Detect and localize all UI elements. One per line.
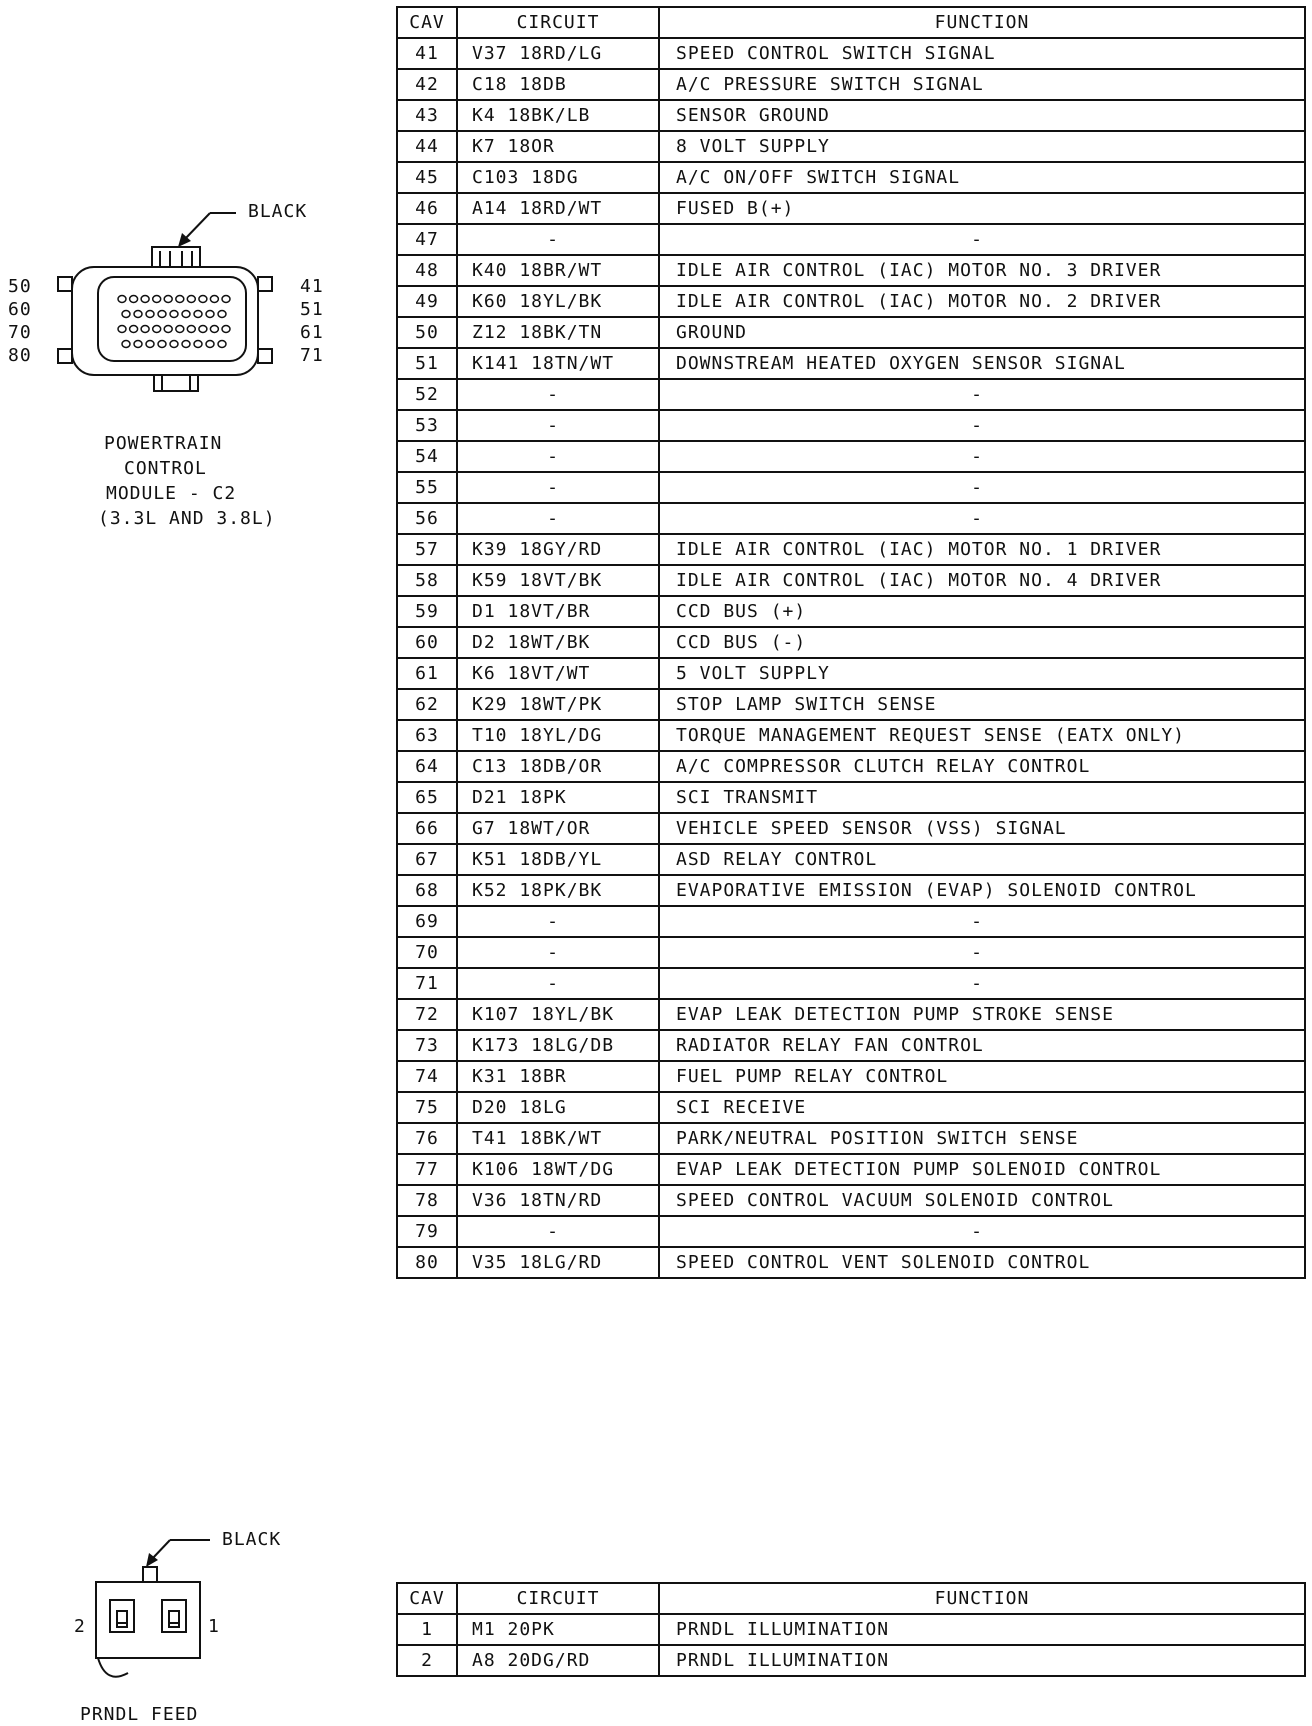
pin-cavity [206,341,214,348]
function-cell: PARK/NEUTRAL POSITION SWITCH SENSE [659,1123,1305,1154]
cav-cell: 47 [397,224,457,255]
cav-cell: 77 [397,1154,457,1185]
function-cell: - [659,410,1305,441]
function-cell: SENSOR GROUND [659,100,1305,131]
table-row [397,1247,1305,1278]
pin-label-right: 41 [300,276,324,297]
cav-cell: 64 [397,751,457,782]
cav-header: CAV [397,7,457,38]
cav-cell: 43 [397,100,457,131]
cav-cell: 67 [397,844,457,875]
function-cell: SPEED CONTROL VACUUM SOLENOID CONTROL [659,1185,1305,1216]
function-cell: SPEED CONTROL VENT SOLENOID CONTROL [659,1247,1305,1278]
function-cell: EVAPORATIVE EMISSION (EVAP) SOLENOID CONTROL [659,875,1305,906]
function-cell: - [659,906,1305,937]
function-cell: A/C ON/OFF SWITCH SIGNAL [659,162,1305,193]
pin-cavity [153,326,161,333]
table-row [397,906,1305,937]
circuit-cell: A8 20DG/RD [457,1645,659,1676]
table-row [397,379,1305,410]
table-row [397,255,1305,286]
circuit-cell: D1 18VT/BR [457,596,659,627]
cav-cell: 49 [397,286,457,317]
pin-cavity [170,341,178,348]
table-row [397,286,1305,317]
cav-cell: 44 [397,131,457,162]
pcm-c2-title-line: POWERTRAIN [104,433,223,454]
table-row [397,1614,1305,1645]
pin-cavity [146,311,154,318]
circuit-cell: K39 18GY/RD [457,534,659,565]
pin-cavity [222,326,230,333]
function-cell: RADIATOR RELAY FAN CONTROL [659,1030,1305,1061]
pin-cavity [164,326,172,333]
table-header-row [397,1583,1305,1614]
pin-cavity [187,296,195,303]
cav-cell: 56 [397,503,457,534]
function-cell: EVAP LEAK DETECTION PUMP SOLENOID CONTROL [659,1154,1305,1185]
table-row [397,844,1305,875]
cav-cell: 53 [397,410,457,441]
function-header: FUNCTION [659,7,1305,38]
circuit-cell: K141 18TN/WT [457,348,659,379]
function-cell: CCD BUS (-) [659,627,1305,658]
function-cell: - [659,503,1305,534]
circuit-cell: - [457,224,659,255]
function-cell: - [659,968,1305,999]
cav-cell: 55 [397,472,457,503]
function-cell: ASD RELAY CONTROL [659,844,1305,875]
cav-header: CAV [397,1583,457,1614]
cav-cell: 61 [397,658,457,689]
prndl-feed-pinout-table [396,1582,1306,1677]
function-cell: SCI RECEIVE [659,1092,1305,1123]
table-row [397,38,1305,69]
circuit-cell: V35 18LG/RD [457,1247,659,1278]
cav-cell: 58 [397,565,457,596]
circuit-cell: C18 18DB [457,69,659,100]
pin-cavity [194,341,202,348]
pin-cavity [122,341,130,348]
pin-cavity [134,341,142,348]
function-cell: EVAP LEAK DETECTION PUMP STROKE SENSE [659,999,1305,1030]
pin-cavity [176,296,184,303]
table-row [397,100,1305,131]
pin-cavity [218,341,226,348]
table-row [397,565,1305,596]
table-row [397,131,1305,162]
table-header-row [397,7,1305,38]
cav-cell: 50 [397,317,457,348]
table-row [397,751,1305,782]
pin-cavity [182,311,190,318]
circuit-cell: C13 18DB/OR [457,751,659,782]
table-row [397,813,1305,844]
pin-label-left: 80 [8,345,32,366]
circuit-cell: K59 18VT/BK [457,565,659,596]
circuit-cell: Z12 18BK/TN [457,317,659,348]
circuit-cell: K4 18BK/LB [457,100,659,131]
pin-cavity [134,311,142,318]
table-row [397,1645,1305,1676]
pin-cavity [130,326,138,333]
table-row [397,472,1305,503]
pin-cavity [182,341,190,348]
table-row [397,1185,1305,1216]
pcm-c2-pinout-table [396,6,1306,1279]
circuit-cell: K173 18LG/DB [457,1030,659,1061]
cav-cell: 68 [397,875,457,906]
cav-cell: 41 [397,38,457,69]
table-row [397,224,1305,255]
table-row [397,317,1305,348]
pin-cavity [146,341,154,348]
function-cell: - [659,224,1305,255]
pin-label-right: 71 [300,345,324,366]
cav-cell: 62 [397,689,457,720]
circuit-cell: D21 18PK [457,782,659,813]
cav-cell: 72 [397,999,457,1030]
circuit-cell: K106 18WT/DG [457,1154,659,1185]
cav-cell: 71 [397,968,457,999]
function-cell: SCI TRANSMIT [659,782,1305,813]
pin-cavity [164,296,172,303]
function-header: FUNCTION [659,1583,1305,1614]
pin-cavity [118,326,126,333]
circuit-cell: K29 18WT/PK [457,689,659,720]
circuit-cell: - [457,968,659,999]
pin-cavity [210,326,218,333]
circuit-cell: K60 18YL/BK [457,286,659,317]
cav-cell: 73 [397,1030,457,1061]
pin-cavity [199,326,207,333]
circuit-cell: K31 18BR [457,1061,659,1092]
table-row [397,1154,1305,1185]
table-row [397,503,1305,534]
cav-cell: 57 [397,534,457,565]
table-row [397,627,1305,658]
circuit-header: CIRCUIT [457,1583,659,1614]
function-cell: IDLE AIR CONTROL (IAC) MOTOR NO. 2 DRIVER [659,286,1305,317]
table-row [397,658,1305,689]
function-cell: VEHICLE SPEED SENSOR (VSS) SIGNAL [659,813,1305,844]
function-cell: - [659,441,1305,472]
cav-cell: 48 [397,255,457,286]
cav-cell: 46 [397,193,457,224]
cav-cell: 76 [397,1123,457,1154]
function-cell: 5 VOLT SUPPLY [659,658,1305,689]
pin-cavity [122,311,130,318]
function-cell: IDLE AIR CONTROL (IAC) MOTOR NO. 3 DRIVER [659,255,1305,286]
circuit-cell: G7 18WT/OR [457,813,659,844]
function-cell: TORQUE MANAGEMENT REQUEST SENSE (EATX ONLY) [659,720,1305,751]
function-cell: - [659,472,1305,503]
table-row [397,534,1305,565]
cav-cell: 70 [397,937,457,968]
cav-cell: 66 [397,813,457,844]
table-row [397,999,1305,1030]
circuit-cell: K107 18YL/BK [457,999,659,1030]
table-row [397,1092,1305,1123]
circuit-cell: - [457,379,659,410]
table-row [397,875,1305,906]
pin-cavity [141,326,149,333]
cav-cell: 74 [397,1061,457,1092]
table-row [397,1061,1305,1092]
circuit-cell: D2 18WT/BK [457,627,659,658]
function-cell: - [659,1216,1305,1247]
circuit-cell: - [457,441,659,472]
pin-cavity [158,341,166,348]
prndl-pin-label-right: 1 [208,1616,220,1637]
circuit-cell: A14 18RD/WT [457,193,659,224]
circuit-cell: - [457,1216,659,1247]
circuit-cell: K52 18PK/BK [457,875,659,906]
pin-label-left: 60 [8,299,32,320]
circuit-cell: - [457,906,659,937]
circuit-cell: - [457,937,659,968]
pin-cavity [141,296,149,303]
pin-cavity [222,296,230,303]
cav-cell: 54 [397,441,457,472]
cav-cell: 65 [397,782,457,813]
table-row [397,689,1305,720]
pin-cavity [158,311,166,318]
cav-cell: 51 [397,348,457,379]
circuit-cell: M1 20PK [457,1614,659,1645]
function-cell: FUSED B(+) [659,193,1305,224]
function-cell: - [659,937,1305,968]
cav-cell: 79 [397,1216,457,1247]
pin-cavity [210,296,218,303]
circuit-cell: K6 18VT/WT [457,658,659,689]
circuit-cell: K51 18DB/YL [457,844,659,875]
cav-cell: 52 [397,379,457,410]
pcm-c2-title-line: MODULE - C2 [106,483,237,504]
function-cell: PRNDL ILLUMINATION [659,1645,1305,1676]
cav-cell: 75 [397,1092,457,1123]
pin-cavity [187,326,195,333]
prndl-pin-label-left: 2 [74,1616,86,1637]
function-cell: IDLE AIR CONTROL (IAC) MOTOR NO. 1 DRIVER [659,534,1305,565]
prndl-color-label: BLACK [222,1529,282,1550]
cav-cell: 45 [397,162,457,193]
circuit-cell: - [457,410,659,441]
circuit-cell: D20 18LG [457,1092,659,1123]
pcm-c2-connector-drawing [0,195,330,395]
function-cell: SPEED CONTROL SWITCH SIGNAL [659,38,1305,69]
pin-cavity [170,311,178,318]
circuit-header: CIRCUIT [457,7,659,38]
cav-cell: 69 [397,906,457,937]
cav-cell: 59 [397,596,457,627]
table-row [397,937,1305,968]
function-cell: - [659,379,1305,410]
pin-cavity [199,296,207,303]
table-row [397,1216,1305,1247]
function-cell: IDLE AIR CONTROL (IAC) MOTOR NO. 4 DRIVER [659,565,1305,596]
table-row [397,596,1305,627]
function-cell: GROUND [659,317,1305,348]
circuit-cell: V36 18TN/RD [457,1185,659,1216]
circuit-cell: K7 18OR [457,131,659,162]
pin-label-right: 51 [300,299,324,320]
pin-label-left: 70 [8,322,32,343]
circuit-cell: C103 18DG [457,162,659,193]
function-cell: DOWNSTREAM HEATED OXYGEN SENSOR SIGNAL [659,348,1305,379]
pin-cavity [118,296,126,303]
table-row [397,720,1305,751]
table-row [397,193,1305,224]
circuit-cell: - [457,472,659,503]
circuit-cell: T10 18YL/DG [457,720,659,751]
circuit-cell: T41 18BK/WT [457,1123,659,1154]
cav-cell: 80 [397,1247,457,1278]
circuit-cell: K40 18BR/WT [457,255,659,286]
table-row [397,1123,1305,1154]
pin-label-right: 61 [300,322,324,343]
circuit-cell: V37 18RD/LG [457,38,659,69]
function-cell: STOP LAMP SWITCH SENSE [659,689,1305,720]
cav-cell: 78 [397,1185,457,1216]
pin-cavity [218,311,226,318]
table-row [397,162,1305,193]
pin-cavity [153,296,161,303]
cav-cell: 60 [397,627,457,658]
function-cell: A/C PRESSURE SWITCH SIGNAL [659,69,1305,100]
function-cell: 8 VOLT SUPPLY [659,131,1305,162]
cav-cell: 42 [397,69,457,100]
function-cell: CCD BUS (+) [659,596,1305,627]
table-row [397,782,1305,813]
table-row [397,968,1305,999]
circuit-cell: - [457,503,659,534]
cav-cell: 1 [397,1614,457,1645]
pin-cavity [206,311,214,318]
function-cell: A/C COMPRESSOR CLUTCH RELAY CONTROL [659,751,1305,782]
table-row [397,69,1305,100]
table-row [397,348,1305,379]
pin-cavity [130,296,138,303]
table-row [397,410,1305,441]
table-row [397,441,1305,472]
function-cell: PRNDL ILLUMINATION [659,1614,1305,1645]
pin-label-left: 50 [8,276,32,297]
table-row [397,1030,1305,1061]
cav-cell: 63 [397,720,457,751]
pcm-c2-title-line: CONTROL [124,458,207,479]
pin-cavity [176,326,184,333]
cav-cell: 2 [397,1645,457,1676]
pcm-c2-color-label: BLACK [248,201,308,222]
pcm-c2-title-line: (3.3L AND 3.8L) [98,508,276,529]
function-cell: FUEL PUMP RELAY CONTROL [659,1061,1305,1092]
pin-cavity [194,311,202,318]
prndl-feed-title: PRNDL FEED [80,1704,199,1725]
